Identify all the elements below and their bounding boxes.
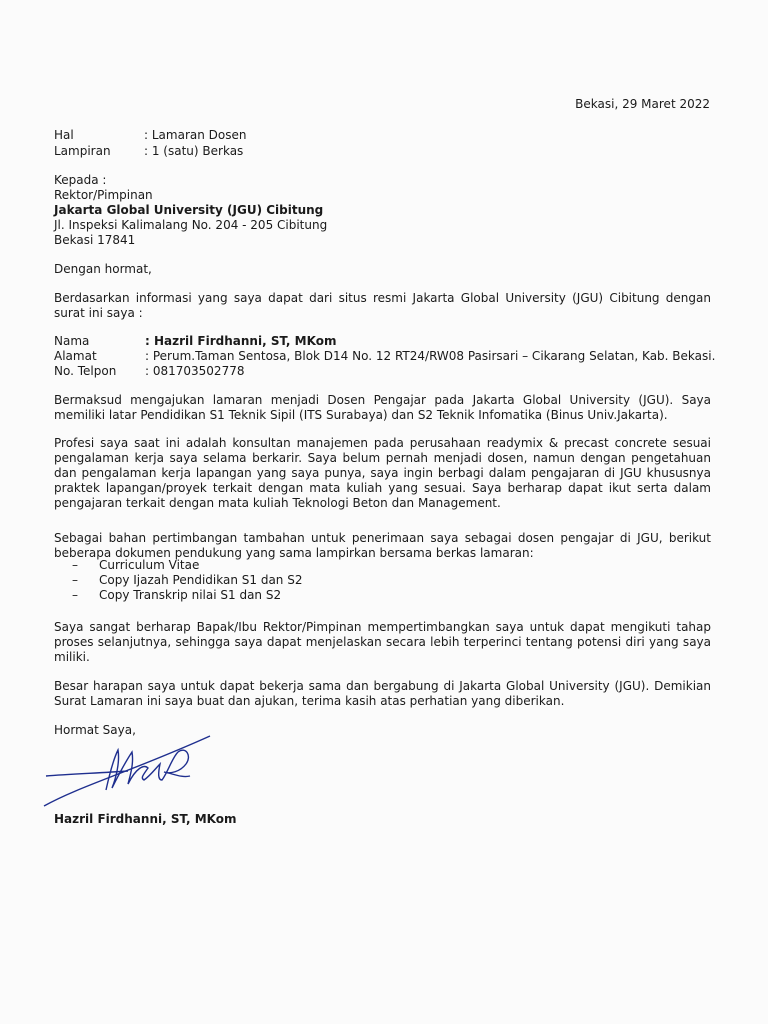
meta-row-hal bbox=[54, 127, 246, 143]
recipient-address-1: Jl. Inspeksi Kalimalang No. 204 - 205 Cibitung bbox=[54, 218, 328, 232]
intro-paragraph: Berdasarkan informasi yang saya dapat dari situs resmi Jakarta Global University (JGU) Cibitung dengan surat ini saya : bbox=[54, 291, 711, 320]
nama-label: Nama bbox=[54, 334, 90, 348]
closing-salutation: Hormat Saya, bbox=[54, 723, 136, 737]
recipient-block bbox=[54, 173, 327, 248]
profession-paragraph: Profesi saya saat ini adalah konsultan manajemen pada perusahaan readymix & precast concrete sesuai pengalaman kerja saya selama berkarir. Saya belum pernah menjadi dosen, namun dengan pengetahuan dan pengalaman kerja lapangan yang saya punya, saya ingin berbagi dalam pengajaran di JGU khususnya praktek lapangan/proyek terkait dengan mata kuliah yang sesuai. Saya berharap dapat ikut serta dalam pengajaran terkait dengan mata kuliah Teknologi Beton dan Management. bbox=[54, 436, 711, 510]
documents-paragraph: Sebagai bahan pertimbangan tambahan untuk penerimaan saya sebagai dosen pengajar di JGU, berikut beberapa dokumen pendukung yang sama lampirkan bersama berkas lamaran: bbox=[54, 531, 711, 560]
telpon-label: No. Telpon bbox=[54, 364, 117, 378]
recipient-position: Rektor/Pimpinan bbox=[54, 188, 153, 202]
list-dash: – bbox=[72, 573, 78, 587]
list-dash: – bbox=[72, 588, 78, 602]
list-item bbox=[72, 573, 302, 588]
nama-value: : Hazril Firdhanni, ST, MKom bbox=[145, 334, 337, 348]
identity-row-alamat bbox=[54, 349, 715, 364]
identity-row-nama bbox=[54, 334, 715, 349]
documents-list bbox=[72, 558, 302, 603]
lampiran-label: Lampiran bbox=[54, 144, 111, 158]
list-item-text: Copy Ijazah Pendidikan S1 dan S2 bbox=[99, 573, 303, 587]
letter-meta bbox=[54, 127, 246, 159]
identity-block bbox=[54, 334, 715, 379]
meta-row-lampiran bbox=[54, 143, 246, 159]
hope-paragraph: Saya sangat berharap Bapak/Ibu Rektor/Pimpinan mempertimbangkan saya untuk dapat mengikuti tahap proses selanjutnya, sehingga saya dapat menjelaskan secara lebih terperinci tentang potensi diri yang saya miliki. bbox=[54, 620, 711, 664]
recipient-address-2: Bekasi 17841 bbox=[54, 233, 136, 247]
hal-label: Hal bbox=[54, 128, 74, 142]
alamat-label: Alamat bbox=[54, 349, 97, 363]
list-item bbox=[72, 558, 302, 573]
application-paragraph: Bermaksud mengajukan lamaran menjadi Dosen Pengajar pada Jakarta Global University (JGU). Saya memiliki latar Pendidikan S1 Teknik Sipil (ITS Surabaya) dan S2 Teknik Infomatika (Binus Univ.Jakarta). bbox=[54, 393, 711, 422]
signer-name: Hazril Firdhanni, ST, MKom bbox=[54, 812, 237, 826]
telpon-value: : 081703502778 bbox=[145, 364, 245, 378]
letter-date: Bekasi, 29 Maret 2022 bbox=[575, 97, 710, 111]
greeting: Dengan hormat, bbox=[54, 262, 152, 276]
closing-paragraph: Besar harapan saya untuk dapat bekerja sama dan bergabung di Jakarta Global University (JGU). Demikian Surat Lamaran ini saya buat dan ajukan, terima kasih atas perhatian yang diberikan. bbox=[54, 679, 711, 708]
signature-image bbox=[40, 728, 230, 812]
list-item-text: Curriculum Vitae bbox=[99, 558, 200, 572]
recipient-institution: Jakarta Global University (JGU) Cibitung bbox=[54, 203, 324, 217]
lampiran-value: : 1 (satu) Berkas bbox=[144, 144, 244, 158]
list-item bbox=[72, 588, 302, 603]
alamat-value: : Perum.Taman Sentosa, Blok D14 No. 12 RT24/RW08 Pasirsari – Cikarang Selatan, Kab. Bekasi. bbox=[145, 349, 716, 363]
list-item-text: Copy Transkrip nilai S1 dan S2 bbox=[99, 588, 282, 602]
list-dash: – bbox=[72, 558, 78, 572]
identity-row-telpon bbox=[54, 364, 715, 379]
recipient-to: Kepada : bbox=[54, 173, 107, 187]
hal-value: : Lamaran Dosen bbox=[144, 128, 247, 142]
